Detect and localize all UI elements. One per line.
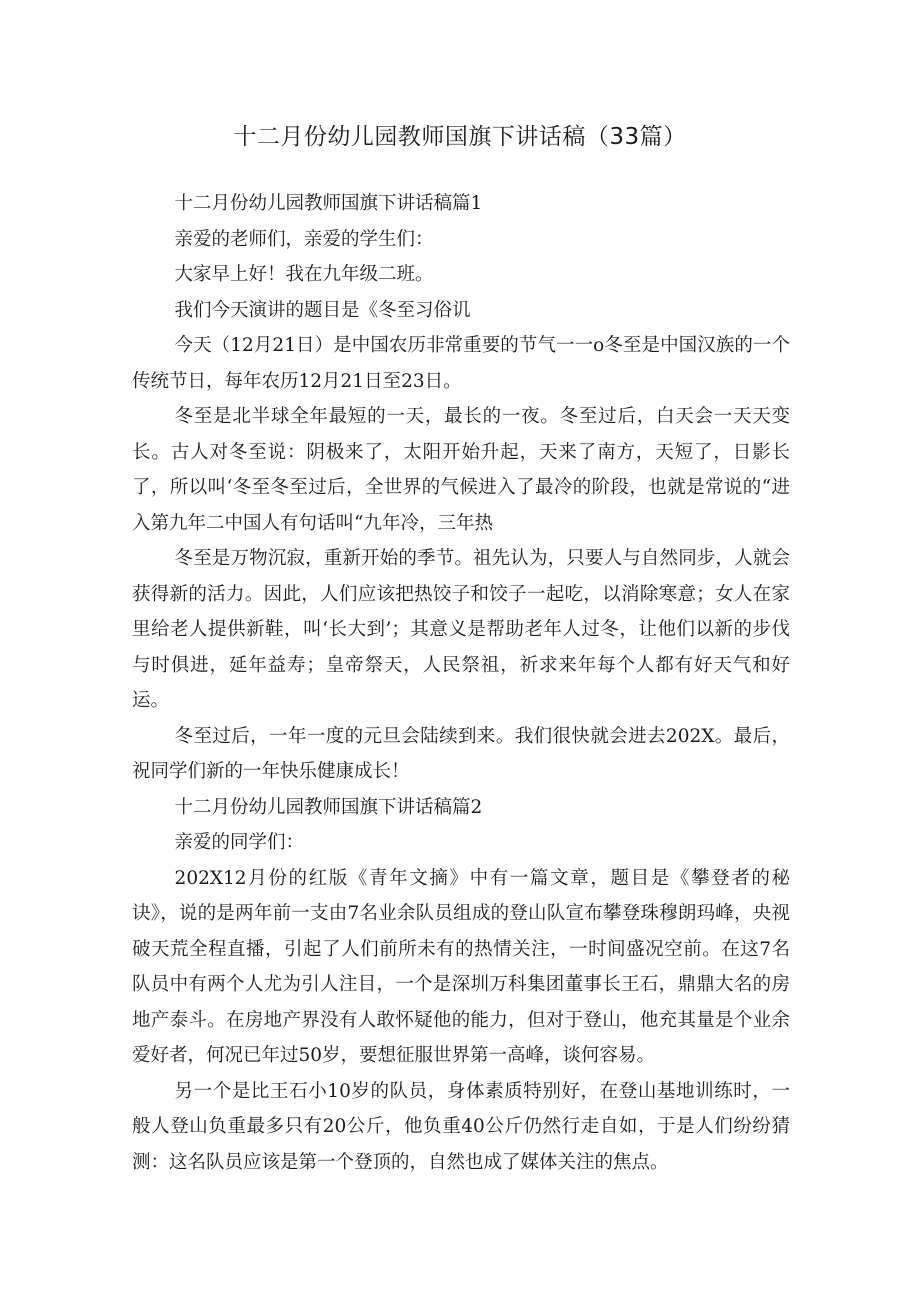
paragraph: 202X12月份的红版《青年文摘》中有一篇文章，题目是《攀登者的秘诀》，说的是两年前一支由7名业余队员组成的登山队宣布攀登珠穆朗玛峰，央视破天荒全程直播，引起了人们前所未有的热情关注，一时间盛况空前。在这7名队员中有两个人尤为引人注目，一个是深圳万科集团董事长王石，鼎鼎大名的房地产泰斗。在房地产界没有人敢怀疑他的能力，但对于登山，他充其量是个业余爱好者，何况已年过50岁，要想征服世界第一高峰，谈何容易。 bbox=[132, 867, 790, 1066]
paragraph: 冬至是北半球全年最短的一天，最长的一夜。冬至过后，白天会一天天变长。古人对冬至说：阴极来了，太阳开始升起，天来了南方，天短了，日影长了，所以叫‘冬至冬至过后，全世界的气候进入了最冷的阶段，也就是常说的“进入第九年二中国人有句话叫“九年冷，三年热 bbox=[132, 406, 790, 534]
paragraph: 我们今天演讲的题目是《冬至习俗讥 bbox=[174, 299, 471, 321]
section-heading-2: 十二月份幼儿园教师国旗下讲话稿篇2 bbox=[174, 796, 483, 818]
greeting-paragraph: 亲爱的同学们： bbox=[174, 832, 305, 853]
section-heading-1: 十二月份幼儿园教师国旗下讲话稿篇1 bbox=[174, 193, 483, 214]
paragraph: 冬至是万物沉寂，重新开始的季节。祖先认为，只要人与自然同步，人就会获得新的活力。因此，人们应该把热饺子和饺子一起吃，以消除寒意；女人在家里给老人提供新鞋，叫‘长大到’；其意义是帮助老年人过冬，让他们以新的步伐与时俱进，延年益寿；皇帝祭天，人民祭祖，祈求来年每个人都有好天气和好运。 bbox=[132, 548, 790, 711]
paragraph: 冬至过后，一年一度的元旦会陆续到来。我们很快就会进去202X。最后，祝同学们新的一年快乐健康成长！ bbox=[132, 725, 790, 782]
greeting-paragraph: 亲爱的老师们，亲爱的学生们： bbox=[174, 228, 434, 250]
paragraph: 今天（12月21日）是中国农历非常重要的节气一一o冬至是中国汉族的一个传统节日，每年农历12月21日至23日。 bbox=[132, 335, 790, 392]
document-title: 十二月份幼儿园教师国旗下讲话稿（33篇） bbox=[233, 124, 687, 150]
paragraph: 另一个是比王石小10岁的队员，身体素质特别好，在登山基地训练时，一般人登山负重最多只有20公斤，他负重40公斤仍然行走自如，于是人们纷纷猜测：这名队员应该是第一个登顶的，自然也成了媒体关注的焦点。 bbox=[132, 1080, 790, 1173]
document-body bbox=[132, 186, 790, 1180]
paragraph: 大家早上好！我在九年级二班。 bbox=[174, 264, 434, 285]
